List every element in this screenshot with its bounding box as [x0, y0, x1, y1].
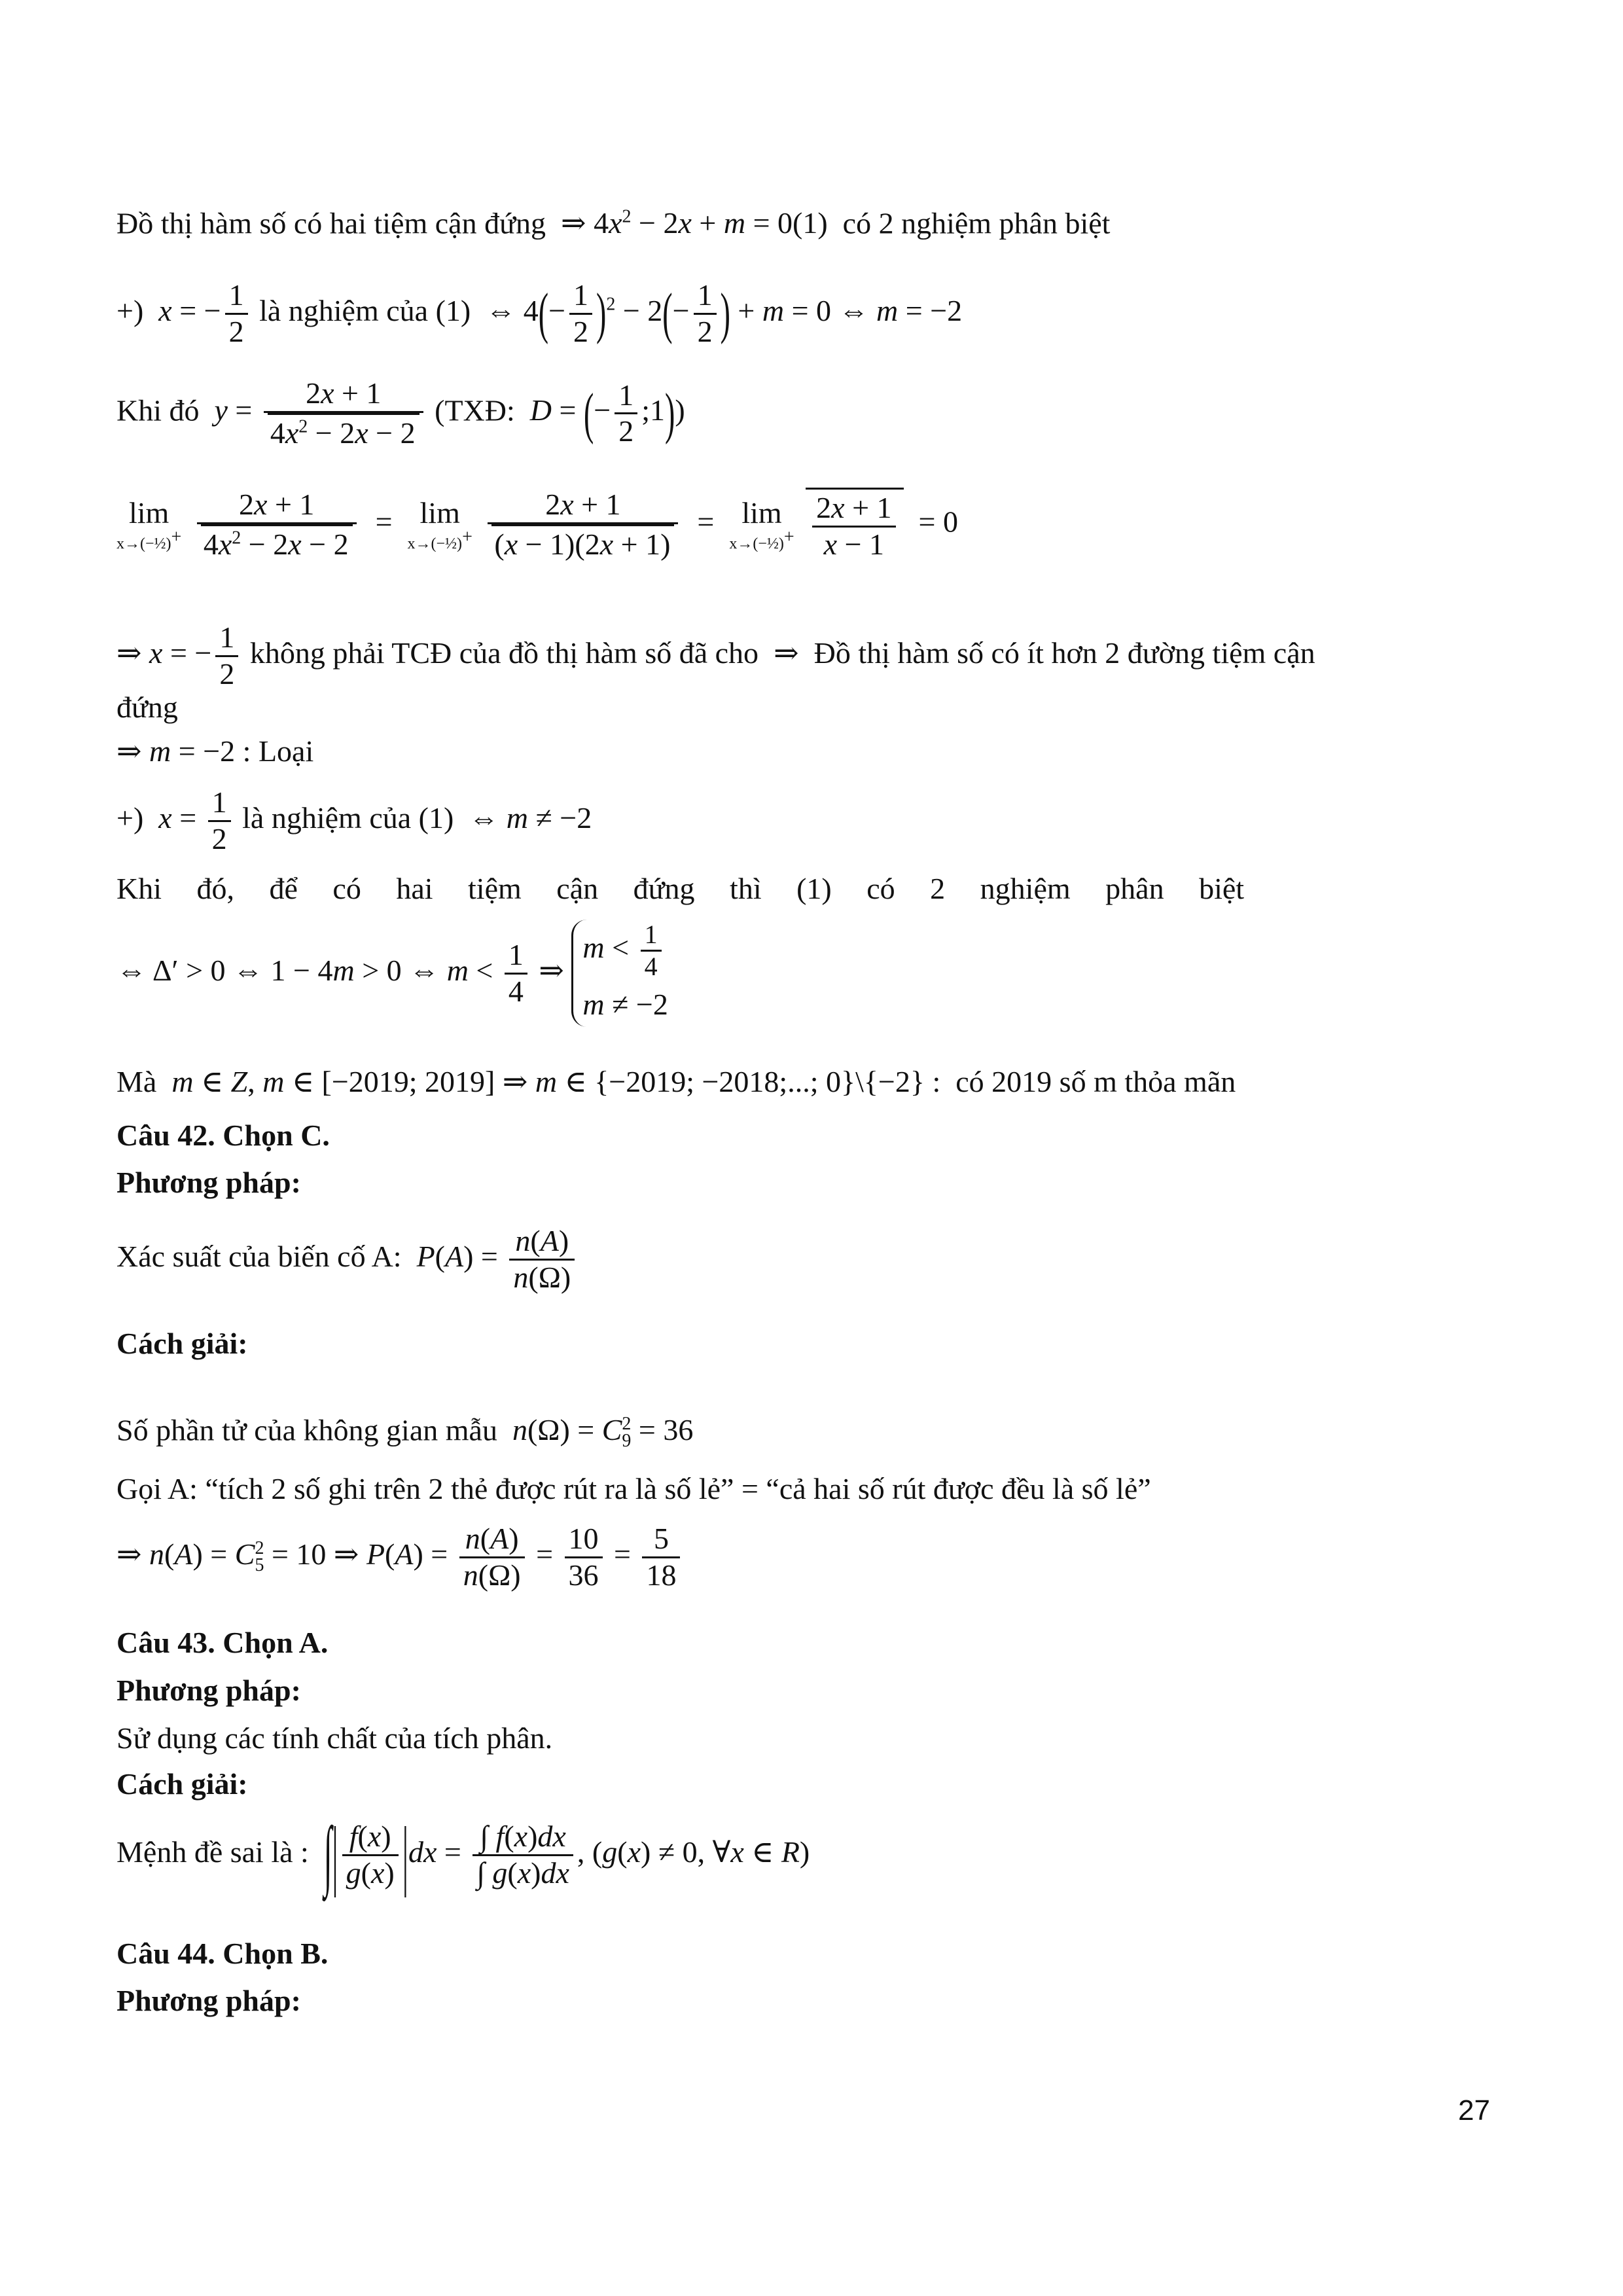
q42-event	[116, 1474, 1151, 1504]
line-continuation	[116, 692, 178, 723]
text: Đồ thị hàm số có ít hơn 2 đường tiệm cận	[813, 636, 1315, 670]
text: Loại	[258, 734, 314, 768]
q42-title	[116, 1121, 330, 1151]
text: Đồ thị hàm số có hai tiệm cận đứng	[116, 206, 546, 240]
q43-method-text	[116, 1723, 552, 1753]
line-root-half: +) x = $\frac{1}{2}$ là nghiệm của (1) ⇔ m ≠ −2	[116, 785, 592, 855]
q44-title	[116, 1939, 328, 1969]
q43-solution	[116, 1769, 248, 1799]
q42-method	[116, 1168, 301, 1198]
q43-title	[116, 1628, 328, 1658]
text: Phương pháp:	[116, 1674, 301, 1707]
text: Sử dụng các tính chất của tích phân.	[116, 1721, 553, 1755]
text: là nghiệm của (1)	[259, 293, 471, 327]
q43-method	[116, 1676, 301, 1706]
text: Câu 42. Chọn C.	[116, 1119, 330, 1152]
line-not-asymptote: ⇒ x = − $\frac{1}{2}$ không phải TCĐ của đồ thị hàm số đã cho ⇒ Đồ thị hàm số có ít hơn 2 đường tiệm cận	[116, 620, 1315, 691]
q44-method	[116, 1986, 301, 2016]
page-number: 27	[1458, 2094, 1490, 2126]
text: Mệnh đề sai là :	[116, 1835, 309, 1869]
text: Xác suất của biến cố A:	[116, 1239, 402, 1273]
line-count: Mà m ∈ Z, m ∈ [−2019; 2019] ⇒ m ∈ {−2019; −2018;...; 0}\{−2} : có 2019 số m thỏa mãn	[116, 1065, 1236, 1098]
text: có 2 nghiệm phân biệt	[842, 206, 1111, 240]
text: +)	[116, 293, 144, 327]
line-two-roots	[116, 874, 1244, 904]
text: không phải TCĐ của đồ thị hàm số đã cho	[249, 636, 759, 670]
text: có 2019 số m thỏa mãn	[955, 1065, 1236, 1098]
text: Câu 44. Chọn B.	[116, 1937, 329, 1970]
text: Phương pháp:	[116, 1166, 301, 1199]
q42-probability-formula: Xác suất của biến cố A: P(A) = $\frac{n(A)}{n(\Omega)}$	[116, 1224, 579, 1295]
text: Phương pháp:	[116, 1984, 301, 2017]
line-rejected: ⇒ m = −2 : Loại	[116, 734, 314, 768]
text: Mà	[116, 1065, 157, 1098]
line-limits: lim x→(−½)+ $\frac{2x + 1}{4x^2 - 2x - 2}$ = lim x→(−½)+ $\frac{2x + 1}{(x - 1)(2x + 1)}$ = lim x→(−½)+ $\frac{2x + 1}{x - 1}$ = 0	[116, 488, 958, 561]
text: Câu 43. Chọn A.	[116, 1626, 329, 1659]
q42-sample-space: Số phần tử của không gian mẫu $n(\Omega) = C_9^2 = 36$	[116, 1413, 694, 1452]
q43-false-statement: Mệnh đề sai là : ∫| $\frac{f(x)}{g(x)}$ |dx = $\frac{\int f(x)dx}{\int g(x)dx}$ , (g(x) ≠ 0, ∀x ∈ R)	[116, 1810, 810, 1898]
text: đứng	[116, 691, 178, 724]
text: Khi đó, để có hai tiệm cận đứng thì (1) có 2 nghiệm phân biệt	[116, 872, 1245, 905]
text: Cách giải:	[116, 1767, 248, 1801]
line-discriminant: ⇔ Δ′ > 0 ⇔ 1 − 4m > 0 ⇔ m < $\frac{1}{4}$ ⇒ m < $\frac{1}{4}$ m ≠ −2	[116, 920, 668, 1027]
line-vertical-asymptotes: Đồ thị hàm số có hai tiệm cận đứng ⇒ $4x^2 - 2x + m = 0(1)$ có 2 nghiệm phân biệt	[116, 206, 1111, 240]
q42-result: ⇒ $n(A) = C_5^2 = 10$ ⇒ P(A) = $\frac{n(A)}{n(\Omega)}$ = $\frac{10}{36}$ = $\frac{5}{18}$	[116, 1522, 684, 1593]
text: là nghiệm của (1)	[242, 800, 454, 834]
line-root-minus-half: +) x = − $\frac{1}{2}$ là nghiệm của (1) ⇔ 4(− $\frac{1}{2}$ )$^2$ − 2(− $\frac{1}{2}$ ) + m = 0 ⇔ m = −2	[116, 278, 963, 348]
text: (TXĐ:	[435, 393, 515, 427]
text: Cách giải:	[116, 1327, 248, 1360]
line-function-domain: Khi đó y = $\frac{2x + 1}{4x^2 - 2x - 2}$ (TXĐ: D = (− $\frac{1}{2}$ ;1))	[116, 376, 685, 450]
text: Gọi A: “tích 2 số ghi trên 2 thẻ được rút ra là số lẻ” = “cả hai số rút được đều là số lẻ”	[116, 1472, 1151, 1505]
text: Số phần tử của không gian mẫu	[116, 1413, 497, 1447]
q42-solution	[116, 1329, 248, 1359]
text: Khi đó	[116, 393, 200, 427]
